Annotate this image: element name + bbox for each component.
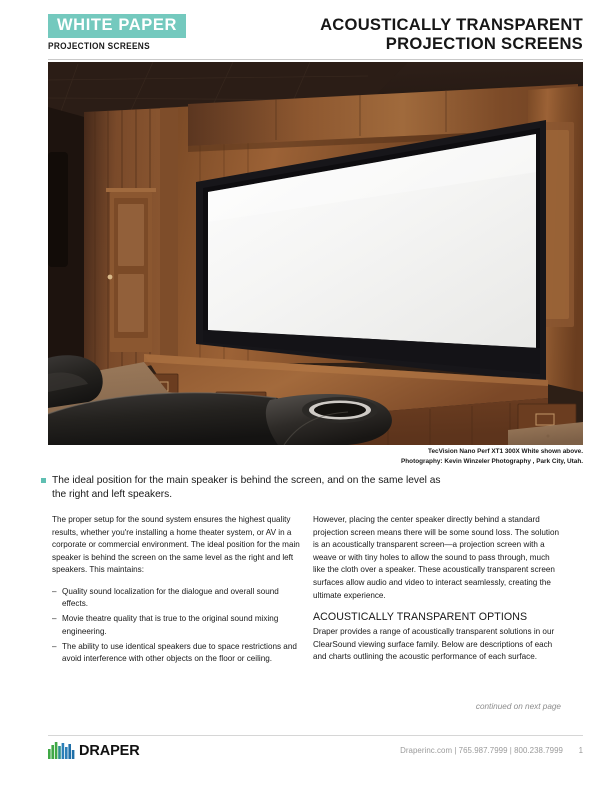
footer-divider bbox=[48, 735, 583, 736]
page-footer bbox=[48, 741, 583, 765]
page-title bbox=[320, 15, 583, 53]
photo-caption bbox=[253, 447, 583, 468]
draper-wordmark: DRAPER bbox=[79, 742, 140, 759]
section-paragraph: Draper provides a range of acoustically transparent solutions in our ClearSound viewing surface family. Below are descriptions of each and charts outlining the acoustic performance of each surface. bbox=[313, 627, 555, 662]
footer-contact-info: Draperinc.com | 765.987.7999 | 800.238.7999 bbox=[400, 746, 563, 755]
caption-line-1: TecVision Nano Perf XT1 300X White shown above. bbox=[428, 448, 583, 455]
dash-marker: – bbox=[52, 614, 57, 624]
list-item-label: Quality sound localization for the dialogue and overall sound effects. bbox=[62, 586, 279, 609]
left-column-paragraph: The proper setup for the sound system ensures the highest quality results, whether you're installing a home theater system, or AV in a corporate or commercial environment. The ideal position for the main speaker is behind the screen on the same level as the right and left speakers. This maintains: bbox=[52, 515, 300, 575]
lead-statement-text: The ideal position for the main speaker is behind the screen, and on the same level as the right and left speakers. bbox=[52, 475, 441, 501]
dash-marker: – bbox=[52, 586, 57, 596]
lead-statement bbox=[41, 474, 441, 502]
left-column bbox=[52, 514, 300, 668]
section-heading: ACOUSTICALLY TRANSPARENT OPTIONS bbox=[313, 611, 528, 624]
continued-note: continued on next page bbox=[475, 702, 561, 711]
list-item bbox=[52, 613, 300, 637]
list-item bbox=[52, 586, 300, 610]
page-number: 1 bbox=[578, 746, 583, 755]
draper-bars-icon bbox=[48, 742, 78, 759]
draper-logo[interactable] bbox=[48, 742, 140, 759]
page-title-line-2: PROJECTION SCREENS bbox=[385, 34, 583, 54]
list-item-label: The ability to use identical speakers due to space restrictions and avoid interference with other objects on the floor or ceiling. bbox=[62, 641, 297, 664]
list-item-label: Movie theatre quality that is true to the original sound mixing engineering. bbox=[62, 614, 279, 636]
benefits-list bbox=[52, 586, 300, 665]
white-paper-subtitle: PROJECTION SCREENS bbox=[48, 41, 150, 52]
page-title-line-1: ACOUSTICALLY TRANSPARENT bbox=[320, 15, 583, 34]
right-column bbox=[313, 514, 561, 664]
white-paper-badge: WHITE PAPER bbox=[48, 14, 186, 38]
right-column-paragraph: However, placing the center speaker directly behind a standard projection screen means there will be some sound loss. The solution is an acoustically transparent screen—a projection screen with a weave or with tiny holes to allow the sound to pass through, much like the cloth over a speaker. These acoustically transparent screen surfaces allow audio and video to interact seamlessly, creating the ultimate experience. bbox=[313, 515, 559, 600]
hero-photo bbox=[48, 62, 583, 445]
caption-line-2: Photography: Kevin Winzeler Photography , Park City, Utah. bbox=[401, 458, 583, 466]
list-item bbox=[52, 641, 300, 665]
home-theater-illustration bbox=[48, 62, 583, 445]
page-header bbox=[48, 14, 583, 58]
dash-marker: – bbox=[52, 641, 57, 651]
header-divider bbox=[48, 59, 583, 60]
white-paper-badge-block bbox=[48, 14, 186, 51]
bullet-square-icon bbox=[41, 478, 46, 483]
